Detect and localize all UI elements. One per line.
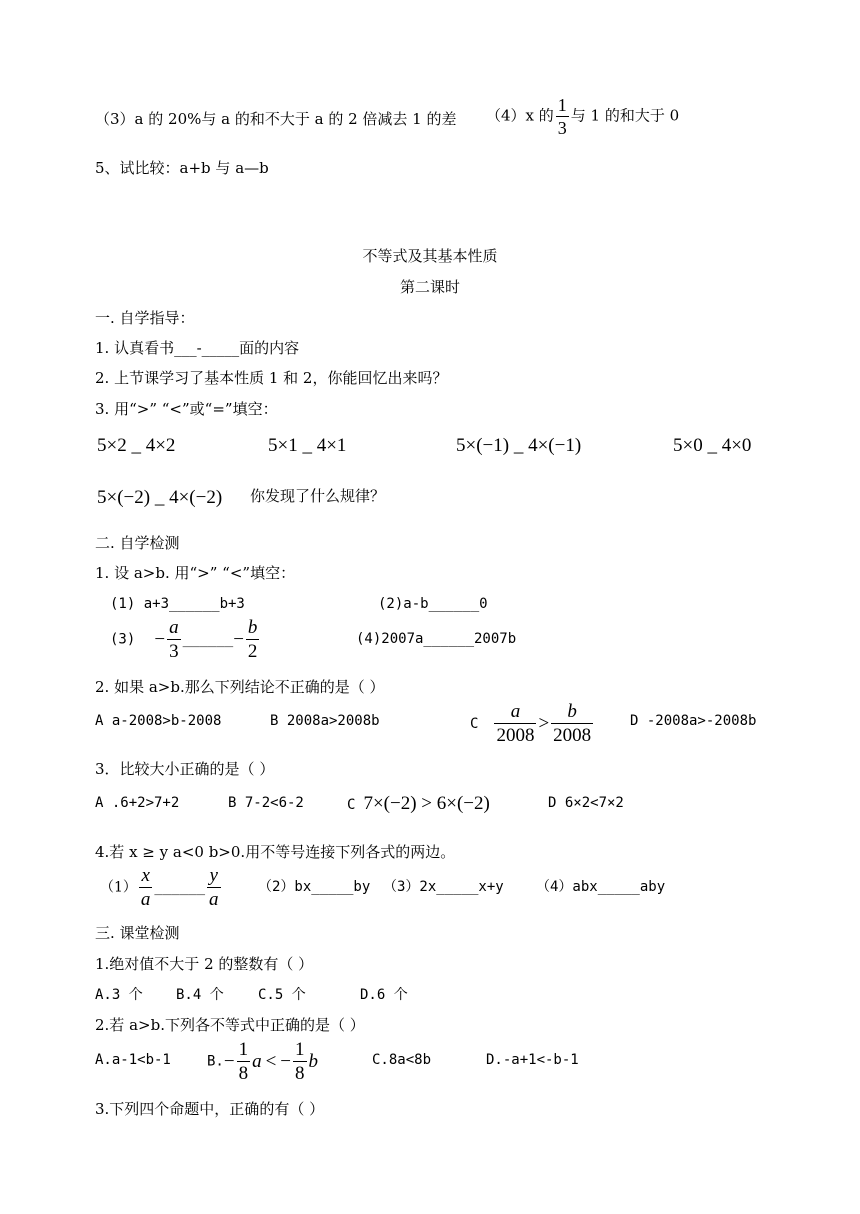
s3q2b-minus-1: − [223, 1051, 235, 1072]
q3c-label: C [347, 797, 356, 813]
expr-4: 5×0 _ 4×0 [673, 435, 752, 456]
section-2-q1c [110, 618, 261, 661]
expr-5: 5×(−2) _ 4×(−2) [97, 487, 223, 508]
q3-option-d: D 6×2<7×2 [548, 795, 624, 811]
q2c-fraction-1 [494, 702, 536, 745]
section-3-heading: 三. 课堂检测 [95, 924, 180, 942]
q4-1-blank: ______ [154, 879, 205, 896]
q2-option-c [470, 702, 595, 745]
q4-1-frac2-den: a [209, 889, 219, 910]
q2c-label: C [470, 715, 479, 732]
section-2-q1: 1. 设 a>b. 用“>” “<”填空： [95, 564, 296, 582]
q3-option-a: A .6+2>7+2 [95, 795, 180, 811]
expr-5-note: 你发现了什么规律？ [250, 487, 386, 505]
section-2-q4-2: （2）bx_____by [258, 879, 371, 895]
q4-1-fraction-1 [139, 866, 153, 909]
q1c-minus-1: − [154, 629, 166, 650]
q3c-expr: 7×(−2) > 6×(−2) [363, 793, 490, 814]
q2c-frac2-den: 2008 [553, 725, 592, 746]
s3-q1-option-c: C.5 个 [258, 987, 306, 1003]
expr-2: 5×1 _ 4×1 [268, 435, 347, 456]
section-2-heading: 二. 自学检测 [95, 534, 180, 552]
q3-option-b: B 7-2<6-2 [228, 795, 304, 811]
s3q2b-frac1-num: 1 [238, 1039, 249, 1060]
item-4-denominator: 3 [557, 118, 567, 138]
s3-q2-option-c: C.8a<8b [372, 1052, 432, 1068]
s3q2b-lt: < [265, 1051, 277, 1072]
section-3-q2: 2.若 a>b.下列各不等式中正确的是（ ） [95, 1016, 365, 1034]
q1c-frac2-num: b [247, 617, 258, 638]
s3-q1-option-b: B.4 个 [176, 987, 224, 1003]
item-4-prefix: （4）x 的 [486, 106, 554, 125]
s3q2b-fraction-2 [293, 1040, 307, 1083]
section-2-q4-4: （4）abx_____aby [536, 879, 666, 895]
expr-3: 5×(−1) _ 4×(−1) [456, 435, 582, 456]
q4-1-fraction-2 [207, 866, 221, 909]
q2c-gt: > [538, 713, 550, 734]
section-1-heading: 一. 自学指导： [95, 309, 195, 327]
q2c-frac2-num: b [551, 702, 593, 724]
section-1-item-1: 1. 认真看书___-_____面的内容 [95, 339, 300, 357]
page-subtitle: 第二课时 [399, 278, 460, 296]
q1c-frac2-den: 2 [247, 641, 258, 662]
q3-option-c [347, 794, 490, 813]
s3-q2-option-a: A.a-1<b-1 [95, 1052, 171, 1068]
s3q2b-frac1-den: 8 [238, 1063, 249, 1084]
s3q2b-fraction-1 [237, 1040, 251, 1083]
q1c-minus-2: − [233, 629, 244, 650]
q2-option-a: A a-2008>b-2008 [95, 713, 222, 729]
s3q2b-b: b [308, 1051, 319, 1072]
q2c-frac1-den: 2008 [496, 725, 535, 746]
section-2-q4-1 [100, 866, 223, 909]
q2-option-b: B 2008a>2008b [270, 713, 380, 729]
q2c-frac1-num: a [494, 702, 536, 724]
item-4 [486, 96, 679, 137]
q1c-frac1-den: 3 [169, 641, 179, 662]
section-2-q1b: (2)a-b______0 [378, 596, 488, 612]
q4-1-frac2-num: y [207, 866, 221, 888]
s3q2b-frac2-num: 1 [295, 1039, 305, 1060]
s3q2b-frac2-den: 8 [295, 1063, 305, 1084]
q4-1-frac1-num: x [139, 866, 153, 888]
s3q2b-minus-2: − [280, 1051, 292, 1072]
q4-1-label: （1） [100, 879, 137, 896]
item-5-text: 5、试比较：a+b 与 a—b [95, 159, 269, 177]
q4-1-frac1-den: a [140, 889, 151, 910]
section-3-q1: 1.绝对值不大于 2 的整数有（ ） [95, 955, 314, 973]
s3-q1-option-a: A.3 个 [95, 987, 143, 1003]
q1c-fraction-1 [167, 618, 181, 661]
s3-q2-option-d: D.-a+1<-b-1 [486, 1052, 579, 1068]
item-4-numerator: 1 [557, 95, 567, 115]
section-2-q1d: (4)2007a______2007b [356, 631, 517, 647]
q1c-label: (3) [110, 631, 136, 648]
expr-1: 5×2 _ 4×2 [97, 435, 176, 456]
q2c-fraction-2 [551, 702, 593, 745]
s3-q2-option-b [207, 1040, 318, 1083]
s3q2b-label: B. [207, 1053, 224, 1070]
item-3-text: （3）a 的 20%与 a 的和不大于 a 的 2 倍减去 1 的差 [95, 110, 457, 128]
s3-q1-option-d: D.6 个 [360, 987, 408, 1003]
item-4-suffix: 与 1 的和大于 0 [570, 106, 680, 125]
section-2-q2: 2. 如果 a>b.那么下列结论不正确的是（ ） [95, 678, 385, 696]
q2-option-d: D -2008a>-2008b [630, 713, 757, 729]
section-1-item-2: 2. 上节课学习了基本性质 1 和 2，你能回忆出来吗？ [95, 369, 448, 387]
section-3-q3: 3.下列四个命题中，正确的有（ ） [95, 1100, 325, 1118]
section-2-q3: 3．比较大小正确的是（ ） [95, 760, 275, 778]
section-2-q1a: (1) a+3______b+3 [110, 596, 245, 612]
section-2-q4: 4.若 x ≥ y a<0 b>0.用不等号连接下列各式的两边。 [95, 843, 456, 861]
q1c-frac1-num: a [169, 617, 179, 638]
s3q2b-a: a [252, 1051, 262, 1072]
page-title: 不等式及其基本性质 [362, 247, 498, 265]
item-4-fraction [556, 96, 569, 137]
q1c-blank: ______ [182, 631, 234, 648]
section-1-item-3: 3. 用“>” “<”或“=”填空： [95, 400, 278, 418]
section-2-q4-3: （3）2x_____x+y [383, 879, 504, 895]
q1c-fraction-2 [246, 618, 260, 661]
